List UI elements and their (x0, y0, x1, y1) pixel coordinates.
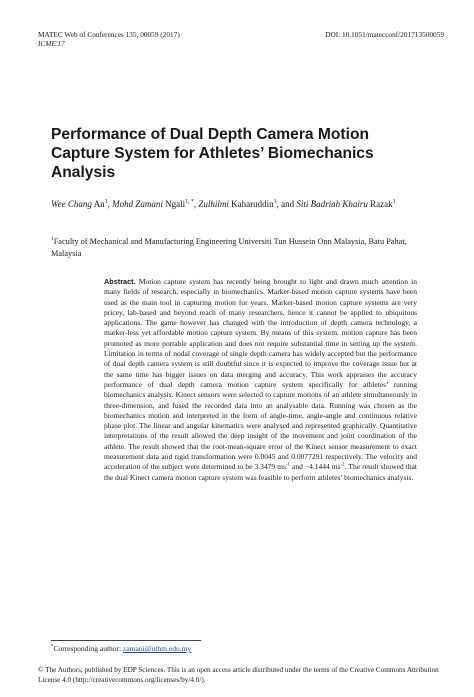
affiliation-marker: 1 (51, 236, 54, 243)
journal-citation: MATEC Web of Conferences 135, 00059 (2017) (38, 30, 180, 39)
velocity-unit-exponent: -1 (285, 462, 290, 468)
copyright-notice: © The Authors, published by EDP Sciences. This is an open access article distributed under the terms of the Creative Commons Attribution License 4.0 (http://creativecommons.org/licenses/by/4.0/). (38, 666, 439, 684)
author-2-given: Mohd Zamani (112, 199, 163, 209)
author-3-given: Zulhilmi (198, 199, 229, 209)
abstract (104, 277, 417, 483)
corresponding-email-link[interactable]: zamani@uthm.edu.my (123, 644, 192, 653)
abstract-label: Abstract. (104, 277, 136, 286)
author-1-affil: 1 (104, 199, 108, 205)
footnote-label: Corresponding author: (53, 644, 124, 653)
affiliation (51, 236, 431, 259)
author-3-family: Kaharuddin (231, 199, 274, 209)
author-list (51, 198, 431, 211)
abstract-text: Motion capture system has recently being brought to light and drawn much attention in many fields of research, especially in biomechanics. Marker-based motion capture systems have been used as the main tool in capturing motion for years. Marker-based motion capture systems are very pricey, lab-based and beyond reach of many researchers, hence it cannot be applied to ubiquitous applications. The game however has changed with the introduction of depth camera technology, a marker-less yet affordable motion capture system. By means of this system, motion capture has been promoted as more portable application and does not require substantial time in setting up the system. Limitation in terms of nodal coverage of single depth camera has widely accepted but the performance of dual depth camera system is still doubtful since it is expected to improve the coverage issue but at the same time has bigger issues on data merging and accuracy. This work appraises the accuracy performance of dual depth camera motion capture system specifically for athletes’ running biomechanics analysis. Kinect sensors were selected to capture motions of an athlete simultaneously in three-dimension, and fused the recorded data into an analysable data. Running was chosen as the biomechanics motion and interpreted in the form of angle-time, angle-angle and continuous relative phase plot. The linear and angular kinematics were analysed and represented graphically. Quantitative interpretations of the result allowed the deep insight of the movement and joint coordination of the athlete. The result showed that the root-mean-square error of the Kinect sensor measurement to exact measurement data and rigid transformation were 0.0045 and 0.0077291 respectively. The velocity and acceleration of the subject were determined to be 3.3479 ms (104, 277, 418, 472)
author-1-family: An (93, 199, 105, 209)
author-4-affil: 1 (392, 199, 396, 205)
author-2-affil: 1, * (185, 199, 194, 205)
author-sep: , and (276, 199, 297, 209)
author-sep: , (193, 199, 199, 209)
footnote-marker: * (51, 644, 54, 650)
conference-name: ICME'17 (38, 39, 65, 48)
footnote (51, 644, 191, 654)
doi-label: DOI: 10.1051/matecconf/201713500059 (325, 30, 444, 39)
author-4-given: Siti Badriah Khairu (296, 199, 368, 209)
author-sep: , (107, 199, 113, 209)
acceleration-unit-exponent: -2 (340, 462, 345, 468)
footnote-divider (51, 640, 201, 641)
running-header-left (38, 30, 180, 48)
author-4-family: Razak (370, 199, 393, 209)
author-2-family: Ngali (165, 199, 186, 209)
affiliation-text: Faculty of Mechanical and Manufacturing Engineering Universiti Tun Hussein Onn Malaysia, Batu Pahat, Malaysia (51, 237, 407, 258)
abstract-text-mid: and −4.1444 ms (289, 462, 341, 472)
author-3-affil: 1 (273, 199, 277, 205)
author-1-given: Wee Chang (51, 199, 92, 209)
paper-title: Performance of Dual Depth Camera Motion Capture System for Athletes’ Biomechanics Analysis (51, 126, 374, 181)
abstract-text-end: . The result showed that the dual Kinect camera motion capture system was feasible to perform athletes’ biomechanics analysis. (104, 462, 417, 482)
